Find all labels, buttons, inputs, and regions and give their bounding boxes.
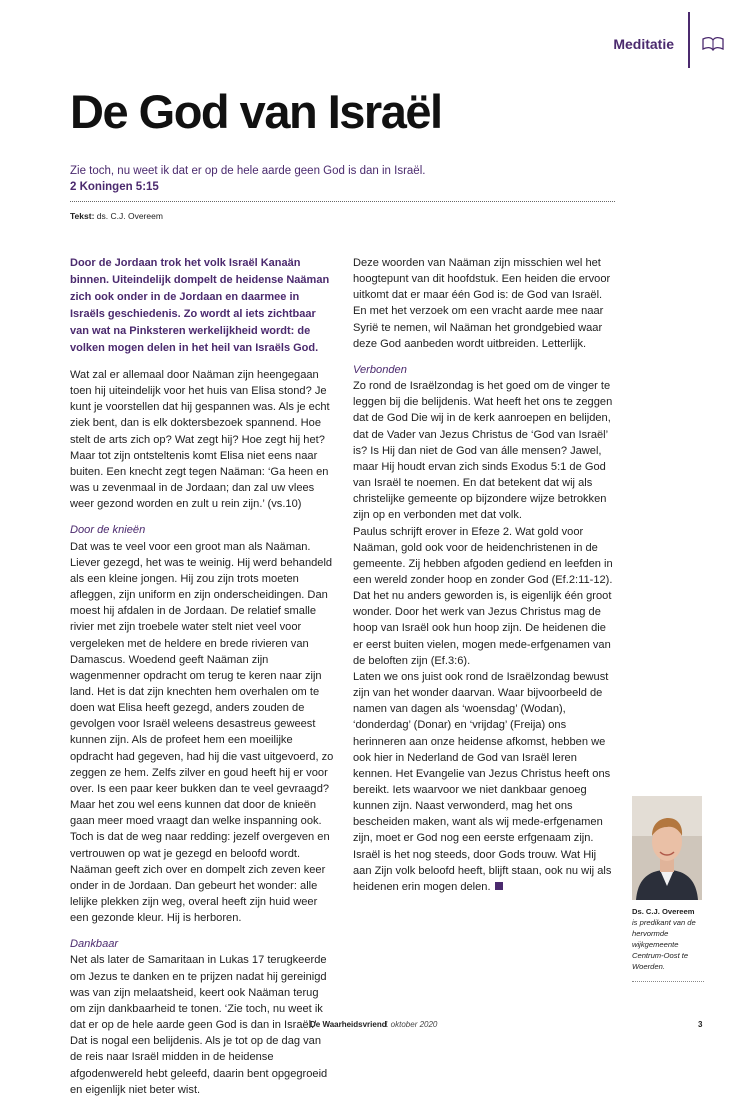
lead-paragraph: Door de Jordaan trok het volk Israël Kanaän binnen. Uiteindelijk dompelt de heidense Naäman zich ook onder in de Jordaan en daarmee in Israëls geschiedenis. Zo wordt al iets zichtbaar van wat na Pinksteren werkelijkheid wordt: de volken mogen delen in het heil van Israëls God. <box>70 257 330 354</box>
paragraph: Wat zal er allemaal door Naäman zijn heengegaan toen hij uiteindelijk voor het huis van Elisa stond? Je kunt je voorstellen dat hij gespannen was. Als je echt ziek bent, dan is elk doktersbezoek spannend. Hoe stelt de arts zich op? Wat zegt hij? Hoe zegt hij het? Maar tot zijn ontsteltenis komt Elisa niet eens naar buiten. Een knecht zegt tegen Naäman: ‘Ga heen en was u zevenmaal in de Jordaan; dan zal uw vlees weer gezond worden en zult u rein zijn.’ (vs.10) <box>70 369 330 511</box>
caption-description: is predikant van de hervormde wijkgemeente Centrum-Oost te Woerden. <box>632 918 696 971</box>
quote-reference: 2 Koningen 5:15 <box>70 181 159 193</box>
article-title: De God van Israël <box>70 85 442 138</box>
column-left <box>70 255 336 1098</box>
author-caption <box>632 906 712 972</box>
end-mark <box>495 882 503 890</box>
paragraph <box>353 669 617 895</box>
subheading: Verbonden <box>353 363 407 376</box>
paragraph: Net als later de Samaritaan in Lukas 17 terugkeerde om Jezus te danken en te prijzen nadat hij gereinigd was van zijn melaatsheid, keert ook Naäman terug om zijn dankbaarheid te tonen. ‘Zie toch, nu weet ik dat er op de hele aarde geen God is dan in Israël.’ Dat is nogal een belijdenis. Als je tot op de dag van de reis naar Israël midden in de heidense afgodenwereld hebt geleefd, daarin bent opgegroeid en eigenlijk niet beter wist. <box>70 954 328 1096</box>
author-name: ds. C.J. Overeem <box>96 211 163 221</box>
quote-text: Zie toch, nu weet ik dat er op de hele aarde geen God is dan in Israël. <box>70 165 426 177</box>
paragraph: Deze woorden van Naäman zijn misschien wel het hoogtepunt van dit hoofdstuk. Een heiden die ervoor uitkomt dat er maar één God is: de God van Israël. En met het verzoek om een vracht aarde mee naar Syrië te nemen, wil Naäman het grondgebied waar deze God aanbeden wordt uitbreiden. Letterlijk. <box>353 257 611 350</box>
author-label: Tekst: <box>70 211 95 221</box>
author-credit <box>70 211 163 221</box>
magazine-name: De Waarheidsvriend <box>310 1020 387 1029</box>
paragraph: Paulus schrijft erover in Efeze 2. Wat gold voor Naäman, gold ook voor de heidenchristenen in de gemeente. Zij hebben afgoden gediend en leefden in een wereld zonder hoop en zonder God (Ef.2:11-12). Dat het nu anders geworden is, is eigenlijk één groot wonder. Door het werk van Jezus Christus mag de hoop van Israël ook hun hoop zijn. De heidenen die er eerst buiten vielen, mogen mede-erfgenamen van de beloften zijn (Ef.3:6). <box>353 525 613 667</box>
paragraph: Naäman geeft zich over en dompelt zich zeven keer onder in de Jordaan. Dan gebeurt het wonder: alle lelijke plekken zijn weg, overal heeft zijn huid weer een gezonde kleur. Hij is herboren. <box>70 863 326 925</box>
page-number: 3 <box>698 1020 703 1029</box>
section-divider <box>688 12 690 68</box>
divider <box>70 201 615 202</box>
caption-name: Ds. C.J. Overeem <box>632 907 695 916</box>
issue-date: 1 oktober 2020 <box>384 1020 438 1029</box>
paragraph: Dat was te veel voor een groot man als Naäman. Liever gezegd, het was te weinig. Hij werd behandeld als een kleine jongen. Hij zou zijn trots moeten afleggen, zijn uniform en zijn onderscheidingen. Dan moest hij afdalen in de Jordaan. De relatief smalle rivier met zijn troebele water stelt niet veel voor vergeleken met de heldere en brede rivieren van Damascus. Woedend geeft Naäman zijn wagenmenner opdracht om terug te keren naar zijn land. Het is dat zijn knechten hem overhalen om te doen wat Elisa heeft gezegd, anders zouden de gevolgen voor Israël weleens desastreus geweest kunnen zijn. Als de profeet hem een moeilijke opdracht had gegeven, had hij die vast uitgevoerd, zo zeggen ze hem. Zelfs zilver en goud heeft hij er voor over. Is een paar keer bukken dan te veel gevraagd? Maar het zou wel eens kunnen dat door de knieën gaan meer moed vraagt dan welke inspanning ook. Toch is dat de weg naar redding: jezelf overgeven en vertrouwen op wat je gezegd en beloofd wordt. <box>70 540 334 860</box>
subheading: Door de knieën <box>70 524 146 537</box>
paragraph-text: Laten we ons juist ook rond de Israëlzondag bewust zijn van het wonder daarvan. Waar bijvoorbeeld de namen van dagen als ‘woensdag’ (Wodan), ‘donderdag’ (Donar) en ‘vrijdag’ (Freija) ons herinneren aan onze heidense afkomst, hebben we ook hier in Nederland de God van Israël leren kennen. Het Evangelie van Jezus Christus heeft ons bereikt. Iets waarvoor we niet dankbaar genoeg kunnen zijn. Naast verwonderd, mag het ons bescheiden maken, want als wij mede-erfgenamen zijn, moet er God nog een eerste erfgenaam zijn. Israël is het nog steeds, door Gods trouw. Wat Hij aan Zijn volk beloofd heeft, blijft staan, ook nu wij als heidenen erin mogen delen. <box>353 670 612 893</box>
paragraph: Zo rond de Israëlzondag is het goed om de vinger te leggen bij die belijdenis. Wat heeft het ons te zeggen dat de God Die wij in de kerk aanroepen en belijden, dat de Vader van Jezus Christus de ‘God van Israël’ is? Is Hij dan niet de God van álle mensen? Jawel, maar Hij houdt ervan zich sinds Exodus 5:1 de God van Israël te noemen. En dat betekent dat wij als christelijke gemeente op bijzondere wijze betrokken zijn op en verbonden met dat volk. <box>353 380 613 522</box>
author-photo <box>632 796 702 900</box>
section-label: Meditatie <box>613 36 674 52</box>
caption-divider <box>632 981 704 982</box>
book-icon <box>702 36 724 52</box>
bible-quote <box>70 163 425 195</box>
column-right <box>353 255 617 895</box>
subheading: Dankbaar <box>70 938 119 951</box>
